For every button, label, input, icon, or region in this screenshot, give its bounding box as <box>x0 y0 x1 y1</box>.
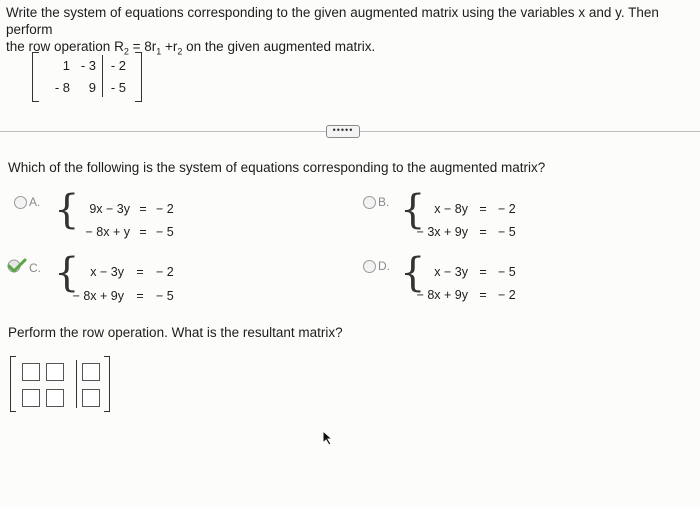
part1-prompt: Which of the following is the system of equations corresponding to the augmented matrix? <box>8 160 546 175</box>
given-augmented-matrix <box>24 52 142 102</box>
option-d-label[interactable]: D. <box>378 259 390 273</box>
answer-input-r2c1[interactable] <box>22 389 40 407</box>
radio-button[interactable] <box>14 196 27 209</box>
part2-prompt: Perform the row operation. What is the resultant matrix? <box>8 325 343 340</box>
left-brace-icon: { <box>54 187 80 233</box>
option-c-selected-radio[interactable] <box>6 258 28 274</box>
answer-input-r1c3[interactable] <box>82 363 100 381</box>
answer-matrix <box>10 356 106 414</box>
expand-more-button[interactable]: ••••• <box>326 125 360 138</box>
option-d-radio[interactable] <box>363 260 376 273</box>
answer-input-r2c3[interactable] <box>82 389 100 407</box>
matrix-left-bracket <box>32 52 39 102</box>
matrix-cell: - 3 <box>80 58 96 73</box>
matrix-cell: - 8 <box>54 80 70 95</box>
answer-input-r2c2[interactable] <box>46 389 64 407</box>
matrix-right-bracket <box>135 52 142 102</box>
augment-line <box>76 360 77 408</box>
left-brace-icon: { <box>400 187 426 233</box>
question-line-1: Write the system of equations corresponding to the given augmented matrix using the variables x and y. Then perform <box>6 5 659 37</box>
option-c-label[interactable]: C. <box>29 261 41 275</box>
option-d-eq2: − 8x + 9y = − 2 <box>416 288 516 302</box>
matrix-cell: - 5 <box>110 80 126 95</box>
option-c-eq1: x − 3y = − 2 <box>90 265 174 279</box>
matrix-cell: - 2 <box>110 58 126 73</box>
option-b-eq1: x − 8y = − 2 <box>434 202 516 216</box>
option-b-radio[interactable] <box>363 196 376 209</box>
matrix-cell: 1 <box>62 58 70 73</box>
option-a-label[interactable]: A. <box>29 195 41 209</box>
option-b-eq2: − 3x + 9y = − 5 <box>416 225 516 239</box>
option-d-eq1: x − 3y = − 5 <box>434 265 516 279</box>
option-a-eq2: − 8x + y = − 5 <box>85 225 174 239</box>
answer-input-r1c1[interactable] <box>22 363 40 381</box>
answer-input-r1c2[interactable] <box>46 363 64 381</box>
option-c-eq2: − 8x + 9y = − 5 <box>72 289 174 303</box>
radio-button[interactable] <box>363 260 376 273</box>
option-a-eq1: 9x − 3y = − 2 <box>89 202 174 216</box>
option-a-radio[interactable] <box>14 196 27 209</box>
left-brace-icon: { <box>54 250 80 296</box>
answer-right-bracket <box>104 356 110 412</box>
mouse-cursor-icon <box>322 430 334 446</box>
answer-left-bracket <box>10 356 16 412</box>
left-brace-icon: { <box>400 250 426 296</box>
matrix-cell: 9 <box>88 80 96 95</box>
option-b-label[interactable]: B. <box>378 195 390 209</box>
radio-button[interactable] <box>363 196 376 209</box>
question-line-2: the row operation $R_2 = 8r_1 +r_2$ on the given augmented matrix. <box>6 39 376 57</box>
